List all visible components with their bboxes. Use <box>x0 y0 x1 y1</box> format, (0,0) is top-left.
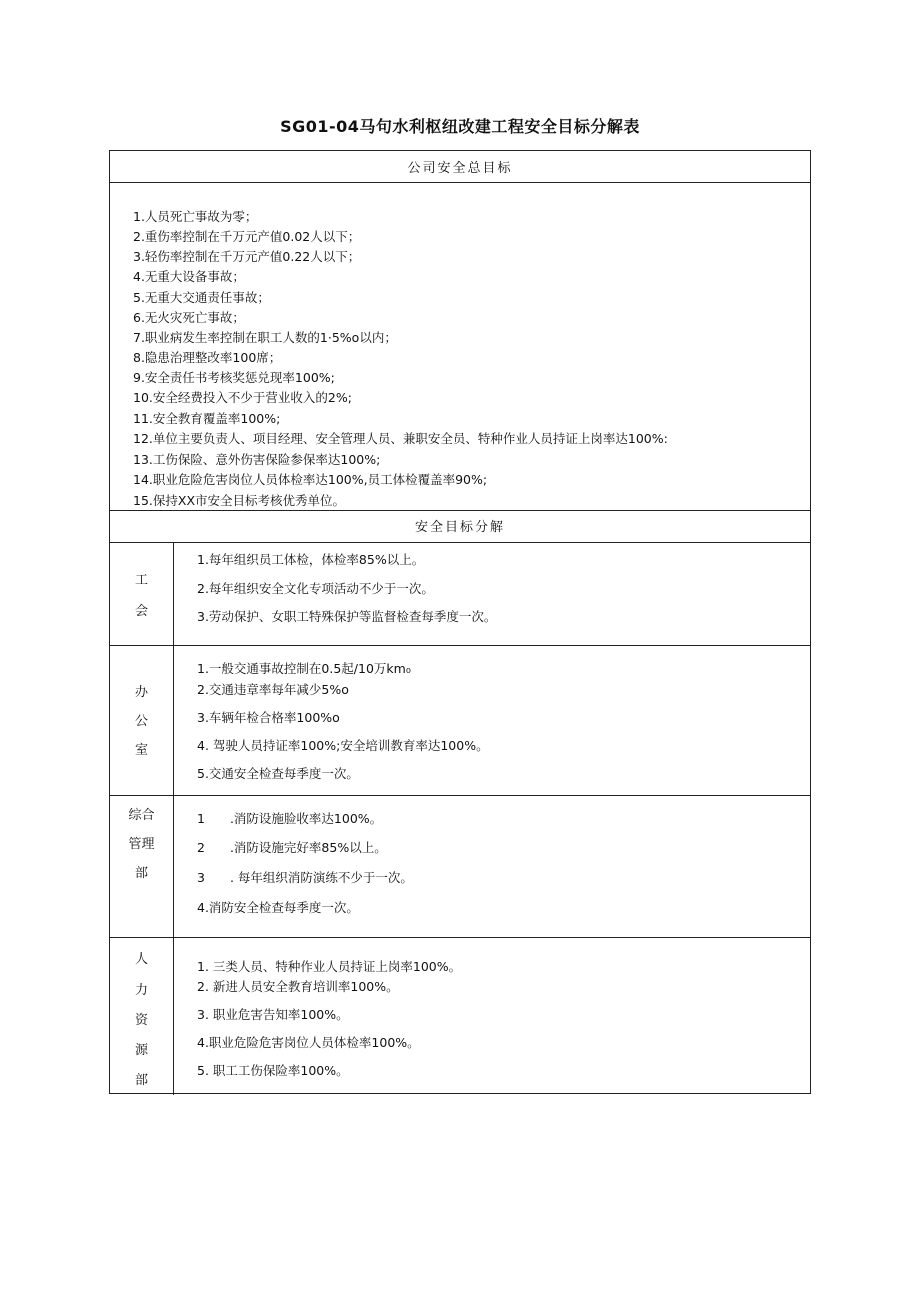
goal-item: 12.单位主要负责人、项目经理、安全管理人员、兼职安全员、特种作业人员持证上岗率达100%: <box>133 431 668 446</box>
department-target-item: 1 .消防设施脸收率达100%。 <box>197 811 383 826</box>
row-divider <box>110 795 810 796</box>
department-target-item: 3. 职业危害告知率100%。 <box>197 1007 349 1022</box>
goal-item: 3.轻伤率控制在千万元产值0.22人以下； <box>133 249 361 264</box>
department-name-char: 力 <box>134 983 148 998</box>
goal-item: 10.安全经费投入不少于营业收入的2%; <box>133 390 352 405</box>
department-target-item: 5. 职工工伤保险率100%。 <box>197 1063 349 1078</box>
department-name-char: 会 <box>134 604 148 619</box>
department-target-item: 1. 三类人员、特种作业人员持证上岗率100%。 <box>197 959 462 974</box>
department-name-char: 综合 <box>128 808 155 823</box>
department-name-char: 源 <box>134 1043 148 1058</box>
row-divider <box>110 510 810 511</box>
department-target-item: 2.每年组织安全文化专项活动不少于一次。 <box>197 581 434 596</box>
department-target-item: 4.职业危险危害岗位人员体检率100%。 <box>197 1035 420 1050</box>
column-divider <box>173 542 174 1095</box>
department-name-char: 管理 <box>128 837 155 852</box>
goal-item: 7.职业病发生率控制在职工人数的1·5%o以内； <box>133 330 397 345</box>
safety-target-table <box>109 150 811 1094</box>
department-name-char: 人 <box>134 952 148 967</box>
department-target-item: 4. 驾驶人员持证率100%;安全培训教育率达100%。 <box>197 738 489 753</box>
goal-item: 15.保持XX市安全目标考核优秀单位。 <box>133 493 346 508</box>
department-target-item: 3.劳动保护、女职工特殊保护等监督检查每季度一次。 <box>197 609 497 624</box>
goal-item: 13.工伤保险、意外伤害保险参保率达100%; <box>133 452 381 467</box>
goal-item: 14.职业危险危害岗位人员体检率达100%,员工体检覆盖率90%; <box>133 472 488 487</box>
department-target-item: 2 .消防设施完好率85%以上。 <box>197 840 387 855</box>
row-divider <box>110 542 810 543</box>
department-name-char: 公 <box>134 714 148 729</box>
goal-item: 8.隐患治理整改率100席； <box>133 350 282 365</box>
department-name-char: 资 <box>134 1013 148 1028</box>
goal-item: 4.无重大设备事故； <box>133 269 245 284</box>
company-goals-header: 公司安全总目标 <box>407 161 513 176</box>
breakdown-header: 安全目标分解 <box>414 520 505 535</box>
department-name-char: 办 <box>134 685 148 700</box>
document-title: SG01-04马句水利枢纽改建工程安全目标分解表 <box>280 117 640 136</box>
goal-item: 2.重伤率控制在千万元产值0.02人以下； <box>133 229 361 244</box>
department-name-char: 室 <box>134 743 148 758</box>
department-target-item: 3 . 每年组织消防演练不少于一次。 <box>197 870 413 885</box>
goal-item: 6.无火灾死亡事故； <box>133 310 245 325</box>
department-target-item: 2. 新进人员安全教育培训率100%。 <box>197 979 399 994</box>
goal-item: 11.安全教育覆盖率100%; <box>133 411 281 426</box>
department-target-item: 1.每年组织员工体检，体检率85%以上。 <box>197 552 425 567</box>
department-name-char: 部 <box>134 1073 148 1088</box>
department-target-item: 5.交通安全检查每季度一次。 <box>197 766 359 781</box>
department-name-char: 工 <box>134 573 148 588</box>
department-target-item: 4.消防安全检查每季度一次。 <box>197 900 359 915</box>
department-target-item: 3.车辆年检合格率100%o <box>197 710 340 725</box>
row-divider <box>110 645 810 646</box>
department-name-char: 部 <box>134 866 148 881</box>
goal-item: 1.人员死亡事故为零； <box>133 209 258 224</box>
department-target-item: 1.一般交通事故控制在0.5起/10万km₀ <box>197 661 411 676</box>
department-target-item: 2.交通违章率每年减少5%o <box>197 682 349 697</box>
row-divider <box>110 937 810 938</box>
goal-item: 5.无重大交通责任事故； <box>133 290 270 305</box>
row-divider <box>110 182 810 183</box>
goal-item: 9.安全责任书考核奖惩兑现率100%; <box>133 370 335 385</box>
